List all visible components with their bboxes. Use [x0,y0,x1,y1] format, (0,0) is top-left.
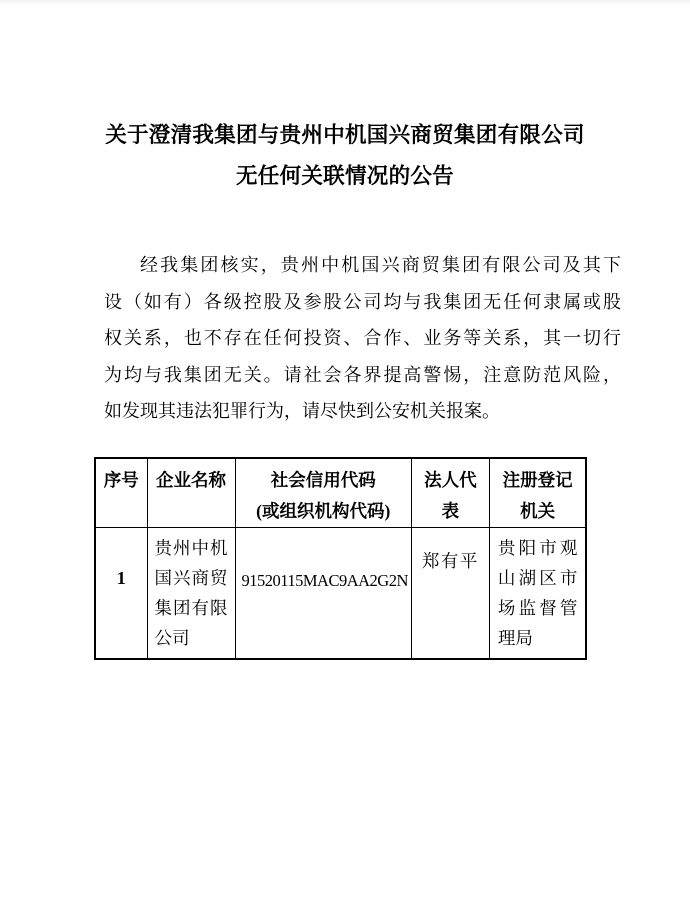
header-company-label: 企业名称 [156,470,226,490]
cell-registrar [489,528,586,659]
header-legal-rep-line1: 法人代 [424,470,477,490]
paragraph-line: 为均与我集团无关。请社会各界提高警惕，注意防范风险， [104,364,621,385]
paragraph-line: 如发现其违法犯罪行为，请尽快到公安机关报案。 [104,401,500,422]
registrar-line: 山湖区市 [497,568,578,588]
cell-seq: 1 [95,528,147,659]
header-company-name [147,458,235,528]
header-credit-code-line1: 社会信用代码 [270,470,376,490]
company-name-line: 国兴商贸 [154,568,228,588]
registrar-line: 贵阳市观 [497,538,578,558]
company-name-line: 公司 [154,628,190,648]
header-credit-code [235,458,411,528]
company-name-line: 集团有限 [154,598,228,618]
header-seq-label: 序号 [103,470,139,490]
paragraph-line: 设（如有）各级控股及参股公司均与我集团无任何隶属或股 [104,291,621,312]
cell-company-name [147,528,235,659]
title-line-1: 关于澄清我集团与贵州中机国兴商贸集团有限公司 [105,123,585,147]
paragraph-line: 经我集团核实，贵州中机国兴商贸集团有限公司及其下 [140,255,621,275]
page-title [0,115,690,197]
cell-credit-code: 91520115MAC9AA2G2N [235,528,411,659]
header-registrar-line2: 机关 [520,501,556,521]
registrar-line: 场监督管 [497,598,578,618]
header-registrar-line1: 注册登记 [502,470,573,490]
companies-table [94,457,587,660]
registrar-line: 理局 [497,628,533,648]
header-seq [95,458,147,528]
header-legal-rep [411,458,489,528]
title-line-2: 无任何关联情况的公告 [235,164,454,188]
header-registrar [489,458,586,528]
header-credit-code-line2: (或组织机构代码) [256,501,391,521]
table-header-row [95,458,586,528]
paragraph-line: 权关系，也不存在任何投资、合作、业务等关系，其一切行 [104,328,621,349]
cell-legal-rep: 郑有平 [411,528,489,659]
header-legal-rep-line2: 表 [441,501,460,521]
company-name-line: 贵州中机 [154,538,228,558]
table-data-row [95,528,586,659]
announcement-paragraph [104,247,621,430]
page-top-shadow [0,0,690,6]
